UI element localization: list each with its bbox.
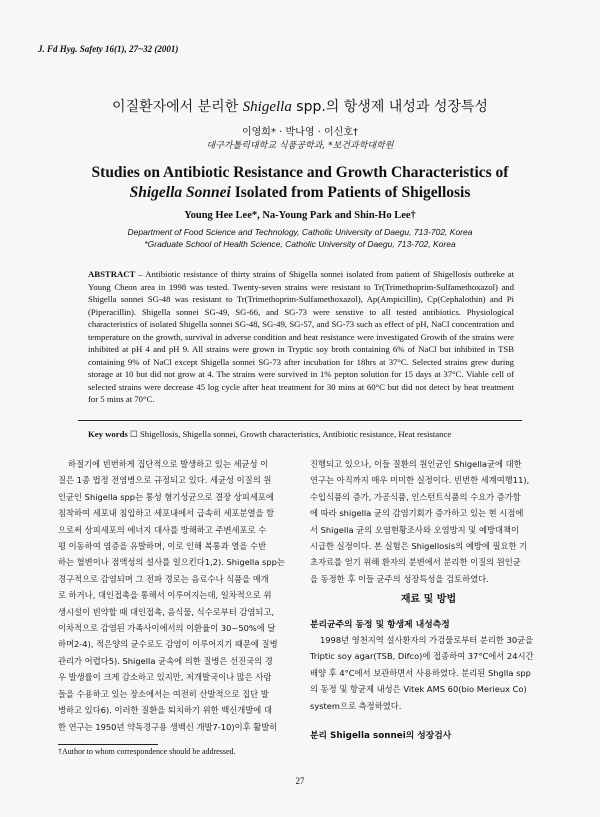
section-title-methods: 재료 및 방법 bbox=[400, 594, 457, 605]
page-number: 27 bbox=[295, 776, 305, 786]
journal-citation: J. Fd Hyg. Safety 16(1), 27~32 (2001) bbox=[38, 44, 179, 54]
title-english-line2 bbox=[0, 183, 600, 203]
body-line: 하절기에 빈번하게 집단적으로 발생하고 있는 세균성 이 bbox=[68, 459, 269, 469]
title-korean-italic: Shigella bbox=[242, 99, 292, 115]
abstract bbox=[88, 268, 514, 406]
footnote: †Author to whom correspondence should be addressed. bbox=[58, 747, 236, 756]
abstract-line: and Shigella sonnei SG-48 was resistant to Tr(Trimethoprim-Sulfamethoxazol), Ap(Ampicillin), Cp(Cephalothin) bbox=[88, 281, 514, 304]
subsection-title-growth: 분리 Shigella sonnei의 성장검사 bbox=[310, 731, 452, 741]
body-line: 으로써 상피세포의 에너지 대사를 방해하고 주변세포로 수 bbox=[58, 524, 267, 535]
abstract-line: inhibited in TSB containing 9% of NaCl except Shigella sonnei SG-73 after incubation for 18hrs at 37°C. Selected bbox=[88, 344, 515, 367]
authors-korean: 이영희* · 박나영 · 이신호† bbox=[241, 127, 358, 138]
left-column bbox=[58, 456, 295, 735]
body-line: 의 동정 및 항균제 내성은 Vitek AMS 60(bio Merieux Co) bbox=[310, 684, 527, 695]
affiliation-korean: 대구가톨릭대학교 식품공학과, *보건과학대학원 bbox=[206, 141, 394, 151]
body-line: 관리가 어렵다5). Shigella 균속에 의한 질병은 선진국의 경 bbox=[58, 655, 273, 666]
affiliation-english-1: Department of Food Science and Technology, Catholic University of Daegu, 713-702, Korea bbox=[127, 227, 473, 237]
keywords-text: Shigellosis, Shigella sonnei, Growth characteristics, Antibiotic resistance, Heat resistance bbox=[139, 429, 452, 439]
abstract-label: ABSTRACT bbox=[88, 269, 136, 279]
body-line: 생시설이 빈약할 때 대인접촉, 음식물, 식수로부터 감염되고, bbox=[58, 606, 275, 617]
body-line: 질은 1종 법정 전염병으로 규정되고 있다. 세균성 이질의 원 bbox=[58, 475, 272, 486]
body-line: 침착하여 세포내 침입하고 세포내에서 급속히 세포분열을 함 bbox=[58, 508, 275, 519]
body-line: 서 Shigella 균의 오염현황조사와 오염방지 및 예방대책이 bbox=[310, 524, 520, 535]
body-line: 들을 수용하고 있는 장소에서는 여전히 산발적으로 집단 발 bbox=[58, 688, 269, 699]
checkbox-icon: ☐ bbox=[130, 429, 138, 439]
abstract-line: at Young Cheon area in 1998 was tested. Twenty-seven strains were resistant to Tr(Trimethoprim-Sulfamethoxazol) bbox=[88, 269, 515, 292]
body-line: 경구적으로 감염되며 그 전파 경로는 음료수나 식품을 매개 bbox=[58, 573, 269, 584]
body-line: 우 발생률이 크게 감소하고 있지만, 저개발국이나 많은 사람 bbox=[58, 672, 272, 683]
title-korean-part2: spp.의 항생제 내성과 성장특성 bbox=[291, 99, 488, 115]
body-line: 연구는 아직까지 매우 미미한 실정이다. 빈번한 세계여행11), bbox=[310, 475, 530, 486]
right-column bbox=[310, 456, 547, 587]
title-english-line2-rest: Isolated from Patients of Shigellosis bbox=[230, 184, 471, 201]
abstract-line: – Antibiotic resistance of thirty strains of Shigella sonnei isolated from patient of Shigellosis outbreke bbox=[138, 269, 505, 279]
body-line: 배양 후 4°C에서 보관하면서 사용하였다. 분리된 Shglla spp bbox=[310, 667, 531, 678]
subsection-title-identification: 분리균주의 동정 및 항생제 내성측정 bbox=[310, 620, 450, 630]
keywords bbox=[88, 429, 528, 440]
body-line: 수입식품의 증가, 가공식품, 인스턴트식품의 수요가 증가함 bbox=[310, 491, 521, 502]
methods-paragraph bbox=[310, 632, 547, 714]
title-korean-part1: 이질환자에서 분리한 bbox=[112, 99, 243, 115]
body-line: 을 동정한 후 이들 균주의 성장특성을 검토하였다. bbox=[310, 573, 489, 584]
body-line: 한 연구는 1950년 약독경구용 생백신 개발7-10)이후 활발히 bbox=[58, 721, 278, 732]
title-english-italic: Shigella Sonnei bbox=[129, 184, 231, 201]
body-line: 병하고 있다6). 이러한 질환을 퇴치하기 위한 백신개발에 대 bbox=[58, 705, 272, 716]
footnote-divider bbox=[58, 744, 158, 745]
body-line: 인균인 Shigella spp는 통성 혐기성균으로 결장 상피세포에 bbox=[58, 491, 274, 502]
keywords-label: Key words bbox=[88, 429, 128, 439]
abstract-line: at 37°C. Viable cell of selected strains were decrease 45 log cycle after heat treatment for 30 mins at 60°C but did bbox=[88, 369, 514, 392]
body-line: 이차적으로 감염된 가족사이에서의 이환율이 30~50%에 달 bbox=[58, 623, 276, 634]
abstract-line: and temperature on the growth, survival in adverse condition and heat resistance were investigated Growth of the bbox=[88, 319, 515, 342]
body-line: Triptic soy agar(TSB, Difco)에 접종하여 37°C에서 24시간 bbox=[310, 651, 534, 662]
body-line: 하는 혈변이나 점액성의 설사를 일으킨다1,2). Shigella spp는 bbox=[58, 557, 285, 568]
body-line: 초자료를 얻기 위해 환자의 분변에서 분리한 이질의 원인균 bbox=[310, 557, 521, 568]
affiliation-english-2: *Graduate School of Health Science, Catholic University of Daegu, 713-702, Korea bbox=[144, 239, 456, 249]
body-line: 1998년 영천지역 설사환자의 가검물로부터 분리한 30균을 bbox=[320, 635, 534, 645]
abstract-line: not detect by heat treatment for 5 mins at 70°C. bbox=[88, 381, 514, 404]
body-line: 에 따라 shigella 균의 감염기회가 증가하고 있는 현 시점에 bbox=[310, 508, 524, 519]
title-english-line1: Studies on Antibiotic Resistance and Growth Characteristics of bbox=[91, 164, 509, 181]
abstract-line: strains were inhibited at pH 4 and pH 9. All strains were grown in Tryptic soy broth containing 6% of NaCl but bbox=[88, 331, 515, 354]
body-line: 시급한 실정이다. 본 실험은 Shigellosis의 예방에 필요한 기 bbox=[310, 541, 528, 552]
body-line: system으로 측정하였다. bbox=[310, 700, 402, 711]
abstract-line: strains grew during storage at 10 but did not grow at 4. The strains were survived in 1% pepton solution for 15 days bbox=[88, 356, 515, 379]
body-line: 평 이동하여 염증을 유발하며, 이로 인해 복통과 열을 수반 bbox=[58, 541, 267, 552]
body-line: 진행되고 있으나, 이들 질환의 원인균인 Shigella균에 대한 bbox=[310, 459, 522, 469]
keywords-divider bbox=[78, 420, 522, 421]
body-line: 하며2-4), 적은양의 균수로도 감염이 이루어지기 때문에 질병 bbox=[58, 639, 278, 650]
body-line: 로 하거나, 대인접촉을 통해서 이루어지는데, 일차적으로 위 bbox=[58, 590, 272, 601]
abstract-line: characteristics of isolated Shigella sonnei SG-48, SG-49, SG-57, and SG-73 such as effect of pH, NaCl concentration bbox=[88, 319, 500, 329]
title-korean bbox=[0, 96, 600, 116]
title-english bbox=[0, 163, 600, 203]
abstract-line: and Pi (Piperacillin). Shigella sonnei SG-49, SG-66, and SG-73 were senstive to all tested antibiotics. Physiological bbox=[88, 294, 514, 317]
authors-english: Young Hee Lee*, Na-Young Park and Shin-Ho Lee† bbox=[184, 210, 416, 221]
